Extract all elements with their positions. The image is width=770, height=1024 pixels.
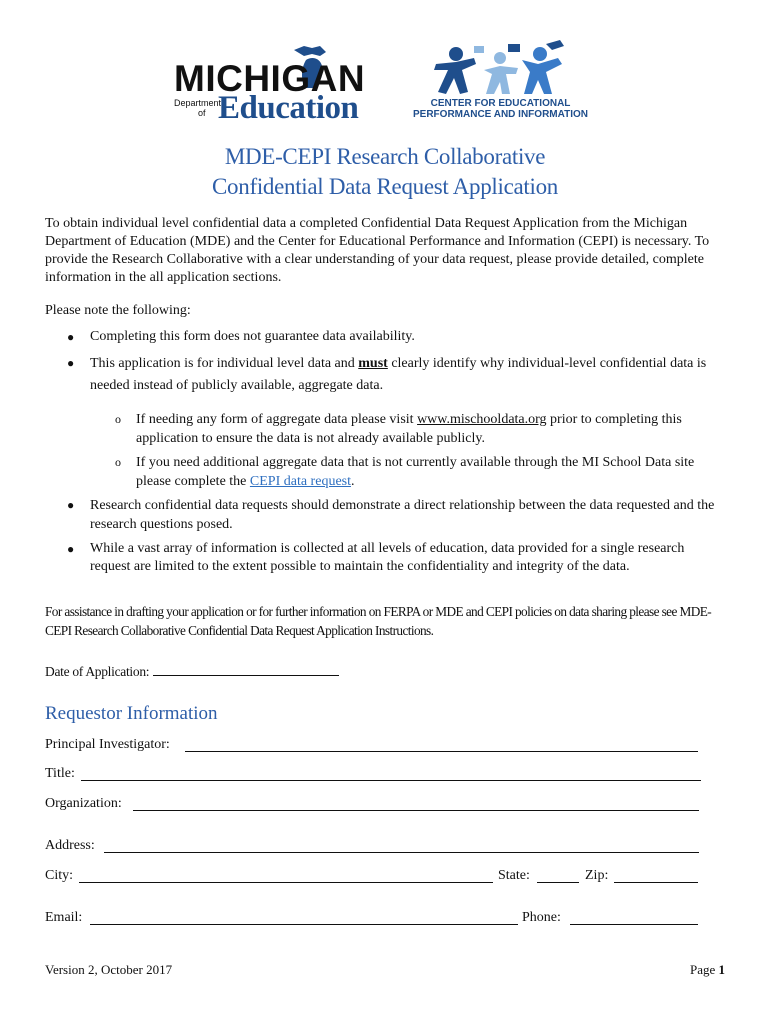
address-label: Address: [45, 838, 95, 853]
assistance-paragraph: For assistance in drafting your application or for further information on FERPA or MDE and CEPI policies on data sharing please see MDE-CEPI Research Collaborative Confidential Data Request Application Instructions. [45, 604, 712, 638]
principal-investigator-row [45, 736, 705, 754]
mde-logo-department [174, 98, 221, 118]
bullet-text: Completing this form does not guarantee data availability. [90, 329, 415, 344]
requestor-information-heading: Requestor Information [45, 703, 218, 724]
address-field[interactable] [104, 852, 699, 853]
bullet-text-part: This application is for individual level data and [90, 356, 359, 371]
address-row [45, 837, 705, 855]
title-label: Title: [45, 766, 75, 781]
sub-bullet-text-part: If needing any form of aggregate data please visit [136, 412, 418, 427]
city-field[interactable] [79, 882, 493, 883]
mde-logo-dept-line2: of [198, 108, 206, 118]
title-row [45, 765, 705, 783]
mde-logo-word: MICHIGAN [174, 58, 366, 99]
cepi-logo-line2: PERFORMANCE AND INFORMATION [413, 109, 588, 120]
circle-bullet-icon: o [115, 412, 121, 426]
page-label: Page [689, 962, 719, 977]
date-of-application-field[interactable] [153, 661, 339, 676]
state-label: State: [498, 868, 530, 883]
date-of-application-label: Date of Application: [45, 664, 150, 679]
sub-bullet-text-part: If you need additional aggregate data that is not currently available through the MI School Data site please complete the [136, 455, 695, 489]
page-number-footer [690, 962, 725, 978]
cepi-logo [398, 40, 603, 122]
sub-bullet-text-part: . [351, 474, 355, 489]
bullet-icon: ● [67, 498, 75, 512]
emphasis-text: must [358, 356, 388, 371]
email-field[interactable] [90, 924, 518, 925]
note-heading: Please note the following: [45, 303, 191, 318]
organization-field[interactable] [133, 810, 699, 811]
city-state-zip-row [45, 867, 705, 885]
page-title-line1: MDE-CEPI Research Collaborative [224, 144, 546, 169]
phone-label: Phone: [522, 910, 561, 925]
phone-field[interactable] [570, 924, 698, 925]
sub-bullet-text [136, 410, 721, 448]
version-footer: Version 2, October 2017 [45, 962, 173, 977]
bullet-text-part: clearly identify why individual-level confidential data is needed instead of publicly available, aggregate data. [90, 356, 707, 393]
bullet-icon: ● [67, 356, 75, 370]
date-of-application-row [45, 661, 339, 681]
bullet-text: Research confidential data requests should demonstrate a direct relationship between the data requested and the research questions posed. [90, 498, 715, 532]
zip-label: Zip: [585, 868, 609, 883]
city-label: City: [45, 868, 74, 883]
email-phone-row [45, 909, 705, 927]
circle-bullet-icon: o [115, 455, 121, 469]
cepi-figures-icon [428, 40, 578, 98]
bullet-icon: ● [67, 330, 75, 344]
page-number: 1 [718, 962, 725, 977]
zip-field[interactable] [614, 882, 698, 883]
cepi-logo-line1: CENTER FOR EDUCATIONAL [430, 98, 571, 109]
mischooldata-link[interactable]: www.mischooldata.org [417, 412, 547, 427]
title-field[interactable] [81, 780, 701, 781]
bullet-text: While a vast array of information is collected at all levels of education, data provided for a single research request are limited to the extent possible to maintain the confidentiality and integrity of the data. [90, 541, 685, 574]
intro-paragraph: To obtain individual level confidential data a completed Confidential Data Request Application from the Michigan Department of Education (MDE) and the Center for Educational Performance and Information (CEPI) is necessary. To provide the Research Collaborative with a clear understanding of your data request, please provide detailed, complete information in the all application sections. [45, 216, 710, 285]
cepi-logo-text [398, 98, 603, 120]
sub-bullet-text [136, 453, 721, 491]
page-title-line2: Confidential Data Request Application [212, 174, 558, 199]
mde-logo-dept-line1: Department [174, 98, 222, 108]
organization-label: Organization: [45, 796, 122, 811]
organization-row [45, 795, 705, 813]
bullet-text [90, 353, 720, 397]
mde-logo [170, 42, 370, 128]
bullet-icon: ● [67, 542, 75, 556]
principal-investigator-field[interactable] [185, 751, 698, 752]
cepi-data-request-link[interactable]: CEPI data request [249, 474, 351, 489]
state-field[interactable] [537, 882, 579, 883]
email-label: Email: [45, 910, 83, 925]
mde-logo-education: Education [218, 90, 359, 126]
principal-investigator-label: Principal Investigator: [45, 737, 170, 752]
sub-bullet-text-part: prior to completing this application to ensure the data is not already available publicly. [136, 412, 682, 446]
